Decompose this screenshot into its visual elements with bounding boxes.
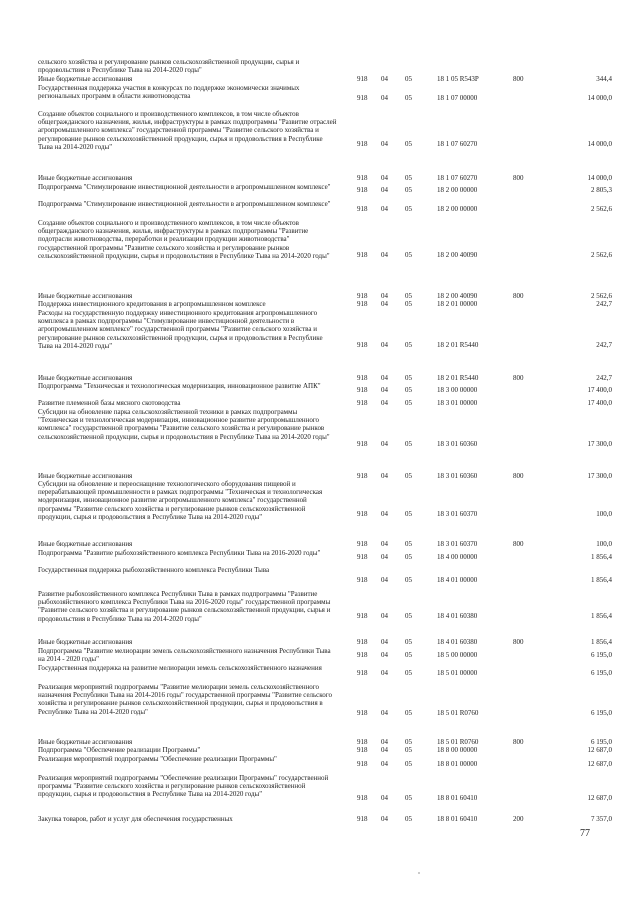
cell-ved: 918 bbox=[357, 174, 368, 182]
cell-rz: 04 bbox=[381, 472, 388, 480]
cell-vr: 800 bbox=[513, 638, 524, 646]
cell-pr: 05 bbox=[405, 374, 412, 382]
cell-csr: 18 8 01 60410 bbox=[437, 815, 478, 823]
cell-sum: 7 357,0 bbox=[591, 815, 612, 823]
cell-csr: 18 5 01 R0760 bbox=[437, 738, 479, 746]
row-name: Подпрограмма "Техническая и технологическая модернизация, инновационное развитие АПК" bbox=[38, 382, 321, 390]
cell-rz: 04 bbox=[381, 709, 388, 717]
cell-vr: 800 bbox=[513, 374, 524, 382]
cell-csr: 18 4 01 60380 bbox=[437, 638, 478, 646]
cell-sum: 2 562,6 bbox=[591, 251, 612, 259]
cell-rz: 04 bbox=[381, 746, 388, 754]
cell-rz: 04 bbox=[381, 399, 388, 407]
row-name: Субсидии на обновление и переоснащение технологического оборудования пищевой и перерабатывающей промышленности в рамках подпрограммы "Техническая и технологическая модернизация, инновационное развитие агропромышленного комплекса" государственной программы "Развитие сельского хозяйства и регулирование рынков сельскохозяйственной продукции, сырья и продовольствия в Республике Тыва на 2014-2020 годы" bbox=[38, 480, 323, 521]
row-name: сельского хозяйства и регулирование рынков сельскохозяйственной продукции, сырья и продовольствия в Республике Тыва на 2014-2020 годы" bbox=[38, 58, 300, 75]
cell-vr: 800 bbox=[513, 75, 524, 83]
cell-rz: 04 bbox=[381, 638, 388, 646]
cell-rz: 04 bbox=[381, 669, 388, 677]
cell-rz: 04 bbox=[381, 300, 388, 308]
cell-sum: 1 856,4 bbox=[591, 576, 612, 584]
cell-vr: 200 bbox=[513, 815, 524, 823]
cell-sum: 17 300,0 bbox=[587, 472, 612, 480]
cell-pr: 05 bbox=[405, 553, 412, 561]
cell-csr: 18 3 01 60360 bbox=[437, 440, 478, 448]
row-name: Развитие рыбохозяйственного комплекса Республики Тыва в рамках подпрограммы "Развитие рыбохозяйственного комплекса Республики Тыва на 2016-2020 годы" государственной программы "Развитие сельского хозяйства и регулирование рынков сельскохозяйственной продукции, сырья и продовольствия в Республике Тыва на 2014-2020 годы" bbox=[38, 590, 331, 623]
cell-rz: 04 bbox=[381, 794, 388, 802]
cell-sum: 2 562,6 bbox=[591, 292, 612, 300]
cell-ved: 918 bbox=[357, 399, 368, 407]
cell-ved: 918 bbox=[357, 205, 368, 213]
row-name: Расходы на государственную поддержку инвестиционного кредитования агропромышленного комплекса в рамках подпрограммы "Стимулирование инвестиционной деятельности в агропромышленном комплексе" государственной программы "Развитие сельского хозяйства и регулирование рынков сельскохозяйственной продукции, сырья и продовольствия в Республике Тыва на 2014-2020 годы" bbox=[38, 309, 323, 350]
cell-csr: 18 4 01 00000 bbox=[437, 576, 478, 584]
row-name: Закупка товаров, работ и услуг для обеспечения государственных bbox=[38, 815, 233, 823]
cell-rz: 04 bbox=[381, 651, 388, 659]
cell-pr: 05 bbox=[405, 174, 412, 182]
cell-rz: 04 bbox=[381, 140, 388, 148]
cell-csr: 18 5 01 R0760 bbox=[437, 709, 479, 717]
cell-ved: 918 bbox=[357, 794, 368, 802]
cell-sum: 2 805,3 bbox=[591, 186, 612, 194]
cell-rz: 04 bbox=[381, 510, 388, 518]
cell-pr: 05 bbox=[405, 341, 412, 349]
cell-sum: 2 562,6 bbox=[591, 205, 612, 213]
cell-csr: 18 5 01 00000 bbox=[437, 669, 478, 677]
cell-sum: 17 400,0 bbox=[587, 399, 612, 407]
row-name: Создание объектов социального и производственного комплексов, в том числе объектов общегражданского назначения, жилья, инфраструктуры в рамках подпрограммы "Развитие подотрасли животноводства, переработки и реализации продукции животноводства" государственной программы "Развитие сельского хозяйства и регулирование рынков сельскохозяйственной продукции, сырья и продовольствия в Республике Тыва на 2014-2020 годы" bbox=[38, 219, 330, 260]
cell-sum: 242,7 bbox=[596, 341, 612, 349]
cell-csr: 18 1 07 60270 bbox=[437, 140, 478, 148]
row-name: Реализация мероприятий подпрограммы "Обеспечение реализации Программы" государственной программы "Развитие сельского хозяйства и регулирование рынков сельскохозяйственной продукции, сырья и продовольствия в Республике Тыва на 2014-2020 годы" bbox=[38, 774, 329, 799]
cell-rz: 04 bbox=[381, 341, 388, 349]
cell-pr: 05 bbox=[405, 669, 412, 677]
cell-ved: 918 bbox=[357, 75, 368, 83]
cell-pr: 05 bbox=[405, 651, 412, 659]
scan-speck bbox=[418, 872, 420, 874]
cell-rz: 04 bbox=[381, 386, 388, 394]
cell-ved: 918 bbox=[357, 760, 368, 768]
cell-rz: 04 bbox=[381, 174, 388, 182]
row-name: Подпрограмма "Развитие мелиорации земель сельскохозяйственного назначения Республики Тыва на 2014 - 2020 годы" bbox=[38, 647, 331, 664]
cell-csr: 18 1 05 R543P bbox=[437, 75, 479, 83]
cell-pr: 05 bbox=[405, 292, 412, 300]
cell-pr: 05 bbox=[405, 540, 412, 548]
cell-ved: 918 bbox=[357, 251, 368, 259]
cell-csr: 18 3 01 60370 bbox=[437, 540, 478, 548]
cell-rz: 04 bbox=[381, 186, 388, 194]
row-name: Иные бюджетные ассигнования bbox=[38, 374, 133, 382]
cell-pr: 05 bbox=[405, 794, 412, 802]
row-name: Иные бюджетные ассигнования bbox=[38, 540, 133, 548]
cell-sum: 344,4 bbox=[596, 75, 612, 83]
row-name: Подпрограмма "Стимулирование инвестиционной деятельности в агропромышленном комплексе" bbox=[38, 200, 331, 208]
cell-pr: 05 bbox=[405, 576, 412, 584]
cell-pr: 05 bbox=[405, 612, 412, 620]
cell-sum: 1 856,4 bbox=[591, 638, 612, 646]
cell-sum: 12 687,0 bbox=[587, 746, 612, 754]
cell-ved: 918 bbox=[357, 140, 368, 148]
cell-csr: 18 8 01 60410 bbox=[437, 794, 478, 802]
cell-csr: 18 2 01 R5440 bbox=[437, 341, 479, 349]
cell-rz: 04 bbox=[381, 553, 388, 561]
cell-sum: 6 195,0 bbox=[591, 709, 612, 717]
cell-sum: 100,0 bbox=[596, 510, 612, 518]
cell-csr: 18 4 01 60380 bbox=[437, 612, 478, 620]
cell-vr: 800 bbox=[513, 540, 524, 548]
row-name: Государственная поддержка на развитие мелиорации земель сельскохозяйственного назначения bbox=[38, 664, 322, 672]
cell-vr: 800 bbox=[513, 292, 524, 300]
cell-csr: 18 3 01 60370 bbox=[437, 510, 478, 518]
row-name: Государственная поддержка участия в конкурсах по поддержке экономически значимых региональных программ в области животноводства bbox=[38, 84, 300, 101]
cell-csr: 18 2 01 R5440 bbox=[437, 374, 479, 382]
cell-ved: 918 bbox=[357, 746, 368, 754]
row-name: Иные бюджетные ассигнования bbox=[38, 292, 133, 300]
cell-rz: 04 bbox=[381, 94, 388, 102]
cell-rz: 04 bbox=[381, 738, 388, 746]
row-name: Развитие племенной базы мясного скотоводства bbox=[38, 399, 181, 407]
cell-ved: 918 bbox=[357, 612, 368, 620]
cell-sum: 1 856,4 bbox=[591, 612, 612, 620]
cell-rz: 04 bbox=[381, 815, 388, 823]
cell-sum: 12 687,0 bbox=[587, 760, 612, 768]
cell-vr: 800 bbox=[513, 174, 524, 182]
cell-pr: 05 bbox=[405, 472, 412, 480]
cell-ved: 918 bbox=[357, 738, 368, 746]
row-name: Реализация мероприятий подпрограммы "Развитие мелиорации земель сельскохозяйственного назначения Республики Тыва на 2014-2016 годы" государственной программы "Развитие сельского хозяйства и регулирование рынков сельскохозяйственной продукции, сырья и продовольствия в Республике Тыва на 2014-2020 годы" bbox=[38, 683, 332, 716]
cell-pr: 05 bbox=[405, 746, 412, 754]
row-name: Реализация мероприятий подпрограммы "Обеспечение реализации Программы" bbox=[38, 755, 277, 763]
row-name: Иные бюджетные ассигнования bbox=[38, 638, 133, 646]
row-name: Создание объектов социального и производственного комплексов, в том числе объектов общегражданского назначения, жилья, инфраструктуры в рамках подпрограммы "Развитие отраслей агропромышленного комплекса" государственной программы "Развитие сельского хозяйства и регулирование рынков сельскохозяйственной продукции, сырья и продовольствия в Республике Тыва на 2014-2020 годы" bbox=[38, 110, 337, 151]
cell-ved: 918 bbox=[357, 669, 368, 677]
cell-rz: 04 bbox=[381, 374, 388, 382]
cell-sum: 1 856,4 bbox=[591, 553, 612, 561]
cell-csr: 18 2 01 00000 bbox=[437, 300, 478, 308]
cell-ved: 918 bbox=[357, 386, 368, 394]
cell-pr: 05 bbox=[405, 638, 412, 646]
cell-csr: 18 3 01 00000 bbox=[437, 399, 478, 407]
cell-ved: 918 bbox=[357, 651, 368, 659]
row-name: Подпрограмма "Развитие рыбохозяйственного комплекса Республики Тыва на 2016-2020 годы" bbox=[38, 549, 321, 557]
cell-ved: 918 bbox=[357, 540, 368, 548]
cell-pr: 05 bbox=[405, 94, 412, 102]
cell-ved: 918 bbox=[357, 576, 368, 584]
row-name: Иные бюджетные ассигнования bbox=[38, 738, 133, 746]
cell-csr: 18 1 07 60270 bbox=[437, 174, 478, 182]
cell-rz: 04 bbox=[381, 75, 388, 83]
cell-sum: 17 300,0 bbox=[587, 440, 612, 448]
cell-sum: 12 687,0 bbox=[587, 794, 612, 802]
cell-csr: 18 8 01 00000 bbox=[437, 760, 478, 768]
cell-sum: 17 400,0 bbox=[587, 386, 612, 394]
page-number: 77 bbox=[580, 828, 590, 839]
row-name: Иные бюджетные ассигнования bbox=[38, 174, 133, 182]
cell-sum: 6 195,0 bbox=[591, 738, 612, 746]
cell-csr: 18 5 00 00000 bbox=[437, 651, 478, 659]
cell-pr: 05 bbox=[405, 738, 412, 746]
cell-ved: 918 bbox=[357, 186, 368, 194]
cell-pr: 05 bbox=[405, 510, 412, 518]
cell-rz: 04 bbox=[381, 205, 388, 213]
cell-ved: 918 bbox=[357, 709, 368, 717]
row-name: Поддержка инвестиционного кредитования в агропромышленном комплексе bbox=[38, 300, 266, 308]
cell-pr: 05 bbox=[405, 300, 412, 308]
cell-csr: 18 2 00 00000 bbox=[437, 186, 478, 194]
cell-ved: 918 bbox=[357, 374, 368, 382]
cell-pr: 05 bbox=[405, 75, 412, 83]
cell-pr: 05 bbox=[405, 186, 412, 194]
cell-sum: 242,7 bbox=[596, 300, 612, 308]
cell-sum: 6 195,0 bbox=[591, 651, 612, 659]
cell-rz: 04 bbox=[381, 760, 388, 768]
row-name: Подпрограмма "Обеспечение реализации Программы" bbox=[38, 746, 201, 754]
cell-sum: 100,0 bbox=[596, 540, 612, 548]
cell-pr: 05 bbox=[405, 386, 412, 394]
cell-rz: 04 bbox=[381, 612, 388, 620]
cell-rz: 04 bbox=[381, 440, 388, 448]
cell-pr: 05 bbox=[405, 709, 412, 717]
row-name: Иные бюджетные ассигнования bbox=[38, 75, 133, 83]
cell-ved: 918 bbox=[357, 94, 368, 102]
cell-csr: 18 3 00 00000 bbox=[437, 386, 478, 394]
cell-csr: 18 1 07 00000 bbox=[437, 94, 478, 102]
cell-ved: 918 bbox=[357, 553, 368, 561]
row-name: Иные бюджетные ассигнования bbox=[38, 472, 133, 480]
cell-rz: 04 bbox=[381, 292, 388, 300]
cell-csr: 18 3 01 60360 bbox=[437, 472, 478, 480]
cell-csr: 18 2 00 00000 bbox=[437, 205, 478, 213]
cell-rz: 04 bbox=[381, 576, 388, 584]
cell-ved: 918 bbox=[357, 510, 368, 518]
cell-vr: 800 bbox=[513, 738, 524, 746]
cell-sum: 14 000,0 bbox=[587, 94, 612, 102]
row-name: Государственная поддержка рыбохозяйственного комплекса Республики Тыва bbox=[38, 566, 270, 574]
row-name: Подпрограмма "Стимулирование инвестиционной деятельности в агропромышленном комплексе" bbox=[38, 183, 331, 191]
cell-ved: 918 bbox=[357, 638, 368, 646]
cell-sum: 242,7 bbox=[596, 374, 612, 382]
cell-ved: 918 bbox=[357, 300, 368, 308]
row-name: Субсидии на обновление парка сельскохозяйственной техники в рамках подпрограммы "Техническая и технологическая модернизация, инновационное развитие агропромышленного комплекса" государственной программы "Развитие сельского хозяйства и регулирование рынков сельскохозяйственной продукции, сырья и продовольствия в Республике Тыва на 2014-2020 годы" bbox=[38, 408, 330, 441]
cell-pr: 05 bbox=[405, 440, 412, 448]
cell-csr: 18 4 00 00000 bbox=[437, 553, 478, 561]
cell-pr: 05 bbox=[405, 760, 412, 768]
cell-csr: 18 8 00 00000 bbox=[437, 746, 478, 754]
cell-pr: 05 bbox=[405, 815, 412, 823]
cell-sum: 6 195,0 bbox=[591, 669, 612, 677]
cell-vr: 800 bbox=[513, 472, 524, 480]
cell-pr: 05 bbox=[405, 140, 412, 148]
cell-rz: 04 bbox=[381, 540, 388, 548]
cell-ved: 918 bbox=[357, 292, 368, 300]
cell-rz: 04 bbox=[381, 251, 388, 259]
cell-sum: 14 000,0 bbox=[587, 174, 612, 182]
cell-ved: 918 bbox=[357, 341, 368, 349]
cell-pr: 05 bbox=[405, 399, 412, 407]
cell-pr: 05 bbox=[405, 251, 412, 259]
cell-csr: 18 2 00 40090 bbox=[437, 251, 478, 259]
cell-ved: 918 bbox=[357, 440, 368, 448]
cell-sum: 14 000,0 bbox=[587, 140, 612, 148]
cell-ved: 918 bbox=[357, 815, 368, 823]
cell-ved: 918 bbox=[357, 472, 368, 480]
cell-csr: 18 2 00 40090 bbox=[437, 292, 478, 300]
cell-pr: 05 bbox=[405, 205, 412, 213]
